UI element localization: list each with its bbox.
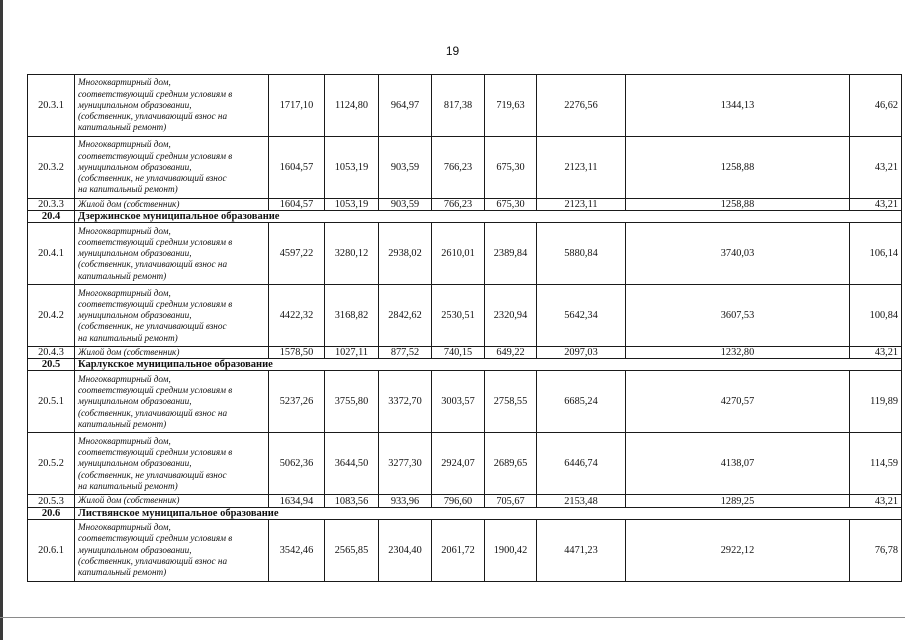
value-cell: 2153,48 — [537, 495, 626, 507]
description-line: муниципальном образовании, — [78, 544, 192, 555]
value-cell: 2061,72 — [432, 519, 485, 581]
description-line: на капитальный ремонт) — [78, 480, 178, 491]
value-cell: 1344,13 — [626, 75, 850, 137]
description-line: муниципальном образовании, — [78, 310, 192, 321]
value-cell: 817,38 — [432, 75, 485, 137]
value-cell: 6685,24 — [537, 371, 626, 433]
description-line: Жилой дом (собственник) — [78, 199, 180, 209]
section-row — [28, 507, 902, 519]
description-line: (собственник, уплачивающий взнос на — [78, 555, 228, 566]
value-cell: 1053,19 — [325, 199, 379, 211]
description-line: Многоквартирный дом, — [78, 522, 171, 533]
value-cell: 4471,23 — [537, 519, 626, 581]
section-name: Дзержинское муниципальное образование — [75, 211, 902, 223]
description-line: муниципальном образовании, — [78, 458, 192, 469]
section-code: 20.5 — [28, 359, 75, 371]
value-cell: 1578,50 — [269, 347, 325, 359]
description-line: Многоквартирный дом, — [78, 139, 171, 150]
value-cell: 119,89 — [850, 371, 902, 433]
table-row — [28, 137, 902, 199]
value-cell: 43,21 — [850, 495, 902, 507]
row-code: 20.6.1 — [28, 519, 75, 581]
page-number: 19 — [445, 44, 460, 58]
row-description — [75, 371, 269, 433]
description-line: соответствующий средним условиям в — [78, 447, 233, 458]
value-cell: 3644,50 — [325, 433, 379, 495]
value-cell: 1604,57 — [269, 199, 325, 211]
description-line: капитальный ремонт) — [78, 122, 167, 133]
section-code: 20.4 — [28, 211, 75, 223]
value-cell: 5237,26 — [269, 371, 325, 433]
value-cell: 1027,11 — [325, 347, 379, 359]
value-cell: 43,21 — [850, 199, 902, 211]
description-line: капитальный ремонт) — [78, 270, 167, 281]
value-cell: 6446,74 — [537, 433, 626, 495]
value-cell: 740,15 — [432, 347, 485, 359]
value-cell: 4597,22 — [269, 223, 325, 285]
section-row — [28, 359, 902, 371]
description-line: Жилой дом (собственник) — [78, 495, 180, 506]
row-code: 20.4.3 — [28, 347, 75, 359]
section-row — [28, 211, 902, 223]
value-cell: 719,63 — [485, 75, 537, 137]
description-line: капитальный ремонт) — [78, 566, 167, 577]
value-cell: 4138,07 — [626, 433, 850, 495]
table-body — [28, 75, 902, 582]
description-line: (собственник, уплачивающий взнос на — [78, 407, 228, 418]
value-cell: 4422,32 — [269, 285, 325, 347]
table-row — [28, 519, 902, 581]
row-code: 20.5.1 — [28, 371, 75, 433]
row-code: 20.3.1 — [28, 75, 75, 137]
value-cell: 5642,34 — [537, 285, 626, 347]
value-cell: 1232,80 — [626, 347, 850, 359]
row-description — [75, 433, 269, 495]
row-code: 20.3.2 — [28, 137, 75, 199]
table-row — [28, 223, 902, 285]
value-cell: 2842,62 — [379, 285, 432, 347]
table-row — [28, 371, 902, 433]
table-row — [28, 495, 902, 507]
description-line: Многоквартирный дом, — [78, 435, 171, 446]
description-line: на капитальный ремонт) — [78, 332, 178, 343]
value-cell: 43,21 — [850, 137, 902, 199]
row-description — [75, 495, 269, 507]
description-line: Многоквартирный дом, — [78, 287, 171, 298]
value-cell: 3542,46 — [269, 519, 325, 581]
value-cell: 2389,84 — [485, 223, 537, 285]
row-code: 20.5.2 — [28, 433, 75, 495]
description-line: Многоквартирный дом, — [78, 373, 171, 384]
description-line: Многоквартирный дом, — [78, 225, 171, 236]
description-line: муниципальном образовании, — [78, 161, 192, 172]
description-line: (собственник, не уплачивающий взнос — [78, 321, 227, 332]
value-cell: 4270,57 — [626, 371, 850, 433]
description-line: (собственник, уплачивающий взнос на — [78, 259, 228, 270]
value-cell: 766,23 — [432, 137, 485, 199]
description-line: Жилой дом (собственник) — [78, 347, 180, 358]
description-line: капитальный ремонт) — [78, 418, 167, 429]
value-cell: 3003,57 — [432, 371, 485, 433]
section-code: 20.6 — [28, 507, 75, 519]
value-cell: 2610,01 — [432, 223, 485, 285]
value-cell: 649,22 — [485, 347, 537, 359]
value-cell: 100,84 — [850, 285, 902, 347]
description-line: Многоквартирный дом, — [78, 77, 171, 88]
value-cell: 3740,03 — [626, 223, 850, 285]
description-line: соответствующий средним условиям в — [78, 150, 233, 161]
value-cell: 46,62 — [850, 75, 902, 137]
value-cell: 1124,80 — [325, 75, 379, 137]
tariff-table — [27, 74, 902, 582]
value-cell: 675,30 — [485, 137, 537, 199]
scan-left-edge — [0, 0, 3, 640]
value-cell: 5062,36 — [269, 433, 325, 495]
value-cell: 903,59 — [379, 199, 432, 211]
description-line: муниципальном образовании, — [78, 99, 192, 110]
description-line: соответствующий средним условиям в — [78, 298, 233, 309]
value-cell: 964,97 — [379, 75, 432, 137]
table-row — [28, 199, 902, 211]
value-cell: 5880,84 — [537, 223, 626, 285]
value-cell: 1053,19 — [325, 137, 379, 199]
value-cell: 3277,30 — [379, 433, 432, 495]
value-cell: 1604,57 — [269, 137, 325, 199]
value-cell: 1900,42 — [485, 519, 537, 581]
description-line: (собственник, уплачивающий взнос на — [78, 111, 228, 122]
value-cell: 1258,88 — [626, 137, 850, 199]
description-line: соответствующий средним условиям в — [78, 533, 233, 544]
value-cell: 2689,65 — [485, 433, 537, 495]
value-cell: 1289,25 — [626, 495, 850, 507]
row-description — [75, 347, 269, 359]
value-cell: 76,78 — [850, 519, 902, 581]
description-line: соответствующий средним условиям в — [78, 385, 233, 396]
row-code: 20.5.3 — [28, 495, 75, 507]
value-cell: 2922,12 — [626, 519, 850, 581]
value-cell: 877,52 — [379, 347, 432, 359]
row-code: 20.3.3 — [28, 199, 75, 211]
value-cell: 2924,07 — [432, 433, 485, 495]
value-cell: 1634,94 — [269, 495, 325, 507]
table-row — [28, 347, 902, 359]
value-cell: 933,96 — [379, 495, 432, 507]
row-description — [75, 199, 269, 211]
description-line: (собственник, не уплачивающий взнос — [78, 173, 227, 184]
value-cell: 2276,56 — [537, 75, 626, 137]
description-line: муниципальном образовании, — [78, 248, 192, 259]
value-cell: 114,59 — [850, 433, 902, 495]
value-cell: 3280,12 — [325, 223, 379, 285]
value-cell: 106,14 — [850, 223, 902, 285]
value-cell: 705,67 — [485, 495, 537, 507]
section-name: Листвянское муниципальное образование — [75, 507, 902, 519]
value-cell: 2123,11 — [537, 199, 626, 211]
description-line: соответствующий средним условиям в — [78, 236, 233, 247]
value-cell: 2123,11 — [537, 137, 626, 199]
value-cell: 3168,82 — [325, 285, 379, 347]
value-cell: 2320,94 — [485, 285, 537, 347]
section-name: Карлукское муниципальное образование — [75, 359, 902, 371]
value-cell: 2097,03 — [537, 347, 626, 359]
value-cell: 2938,02 — [379, 223, 432, 285]
value-cell: 675,30 — [485, 199, 537, 211]
value-cell: 2304,40 — [379, 519, 432, 581]
row-code: 20.4.2 — [28, 285, 75, 347]
table-row — [28, 285, 902, 347]
description-line: соответствующий средним условиям в — [78, 88, 233, 99]
value-cell: 43,21 — [850, 347, 902, 359]
value-cell: 1083,56 — [325, 495, 379, 507]
row-description — [75, 285, 269, 347]
row-description — [75, 137, 269, 199]
value-cell: 1258,88 — [626, 199, 850, 211]
value-cell: 796,60 — [432, 495, 485, 507]
table-row — [28, 75, 902, 137]
value-cell: 903,59 — [379, 137, 432, 199]
description-line: на капитальный ремонт) — [78, 184, 178, 195]
table-row — [28, 433, 902, 495]
row-code: 20.4.1 — [28, 223, 75, 285]
value-cell: 766,23 — [432, 199, 485, 211]
description-line: (собственник, не уплачивающий взнос — [78, 469, 227, 480]
row-description — [75, 519, 269, 581]
description-line: муниципальном образовании, — [78, 396, 192, 407]
value-cell: 3755,80 — [325, 371, 379, 433]
value-cell: 1717,10 — [269, 75, 325, 137]
row-description — [75, 223, 269, 285]
row-description — [75, 75, 269, 137]
value-cell: 3607,53 — [626, 285, 850, 347]
scan-bottom-edge — [0, 617, 905, 618]
value-cell: 2530,51 — [432, 285, 485, 347]
value-cell: 3372,70 — [379, 371, 432, 433]
value-cell: 2758,55 — [485, 371, 537, 433]
value-cell: 2565,85 — [325, 519, 379, 581]
